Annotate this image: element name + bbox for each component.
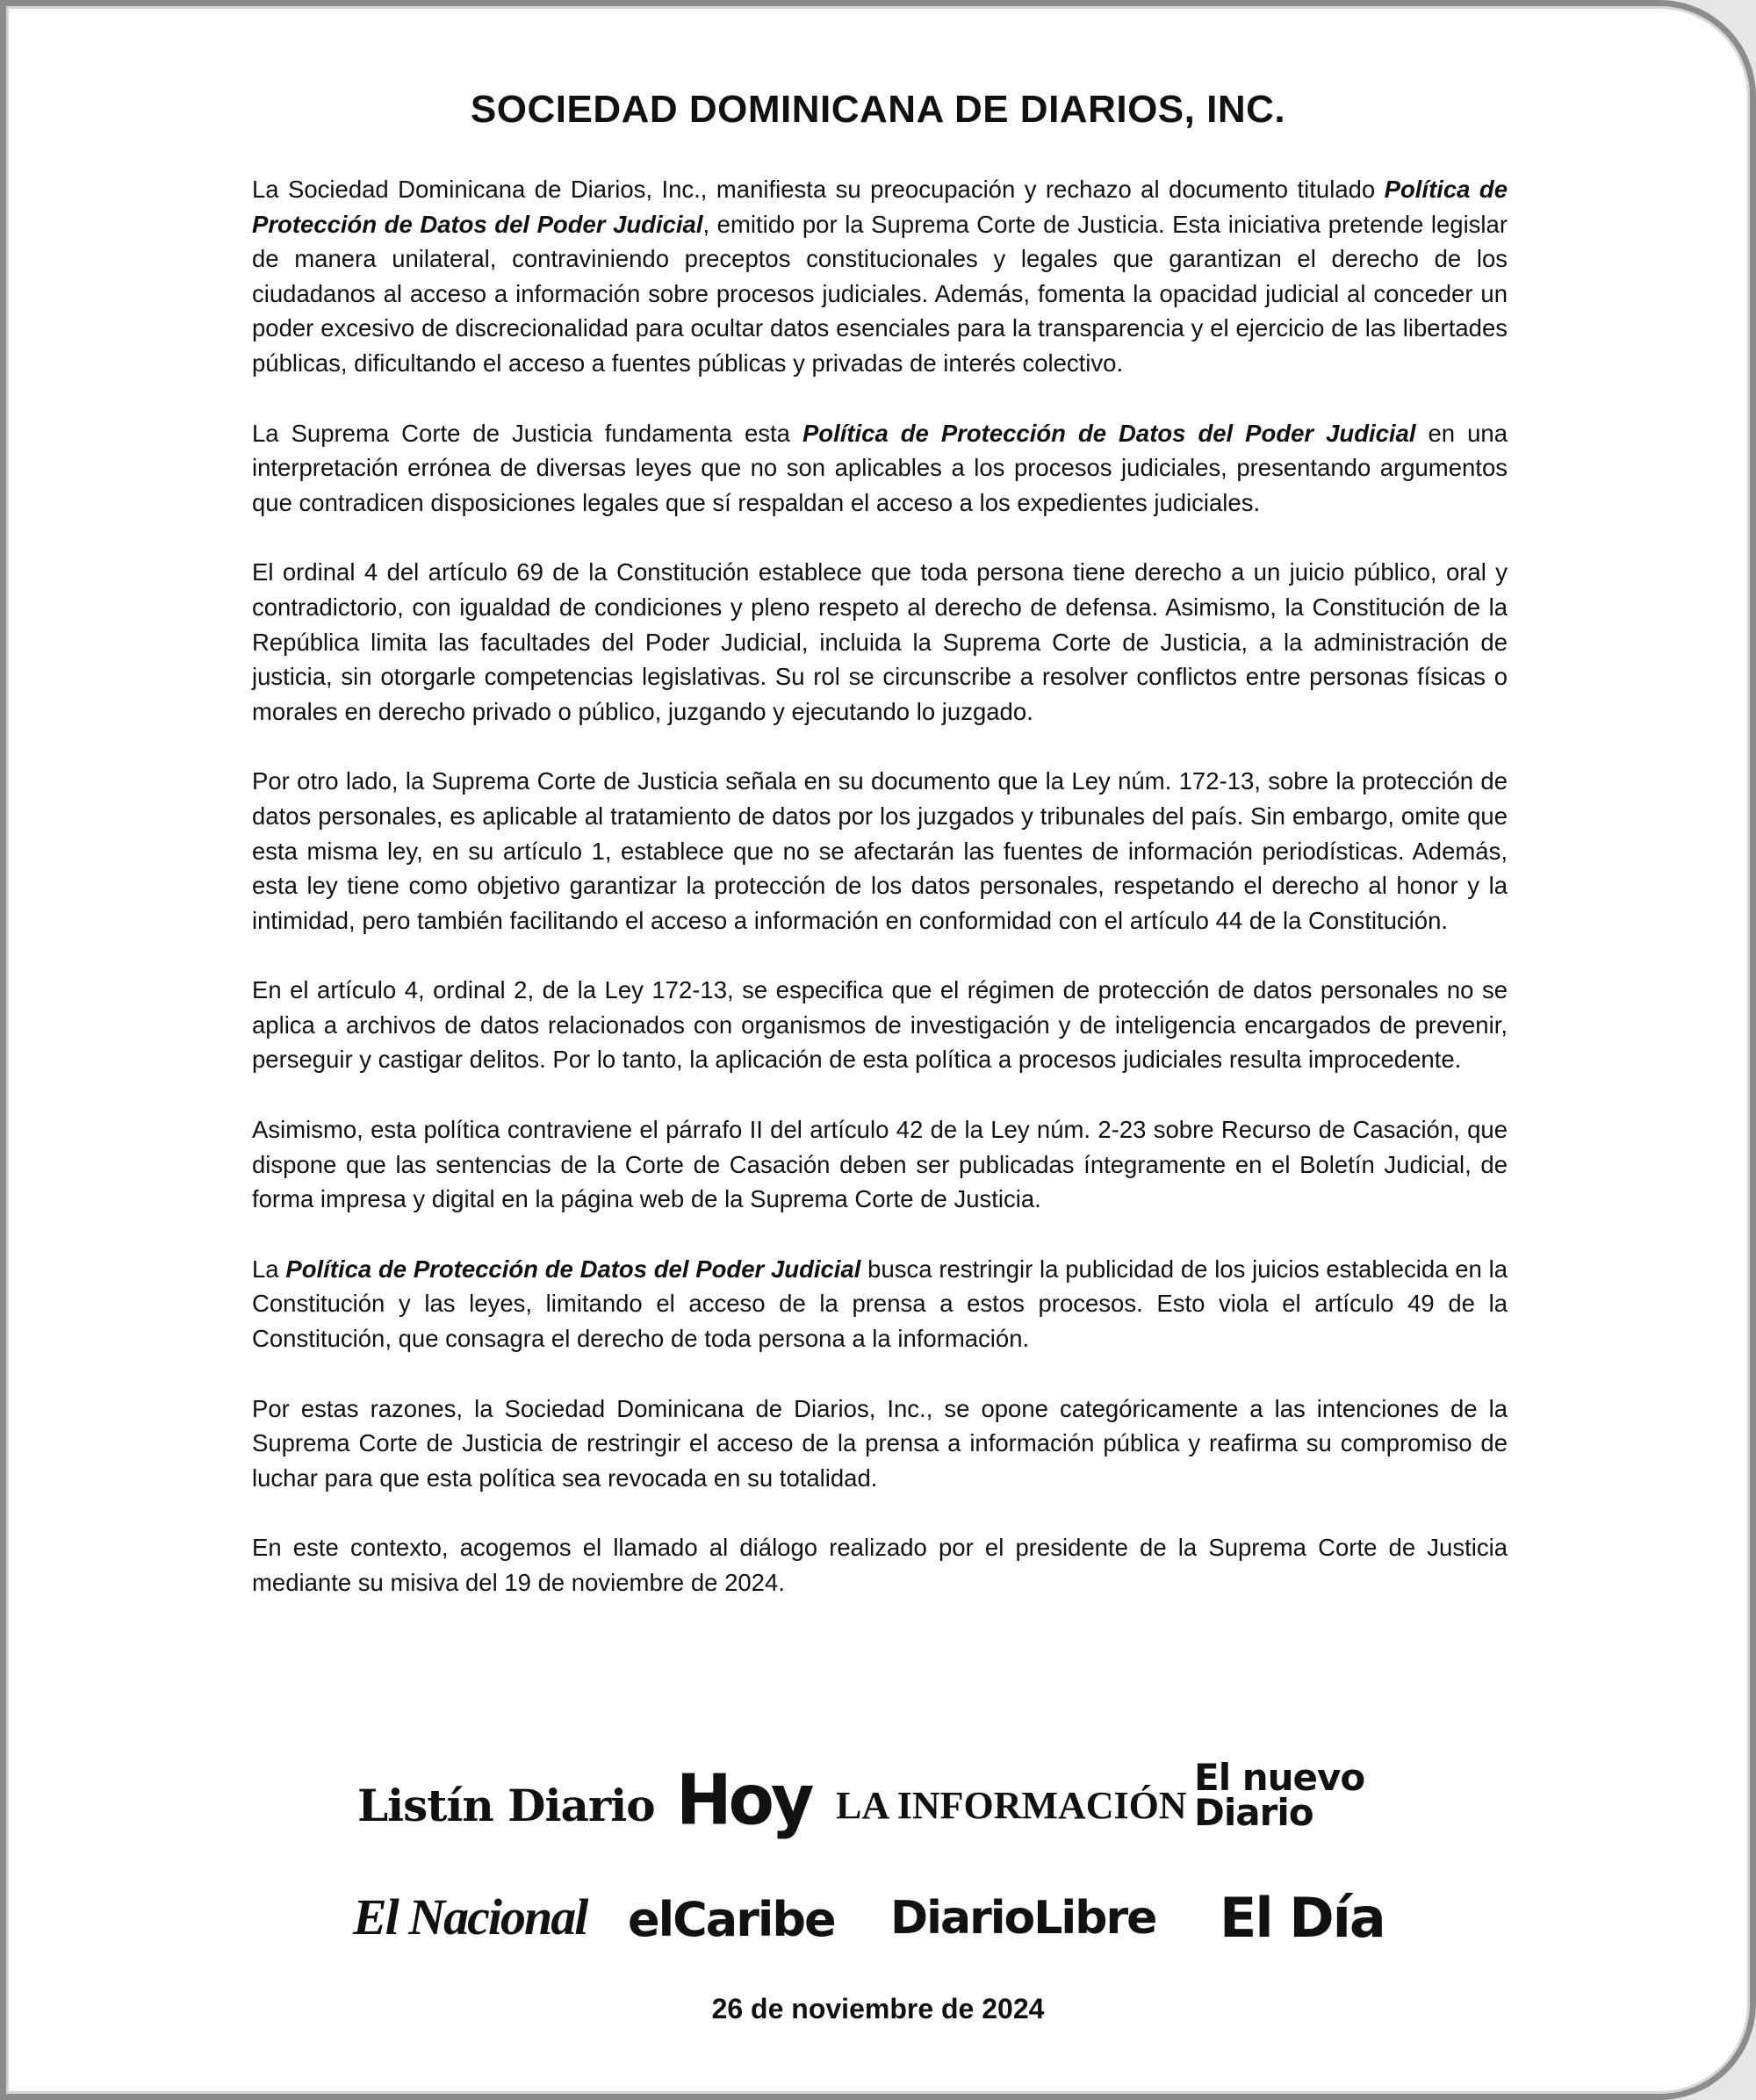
emphasized-title: Política de Protección de Datos del Poder Judicial: [285, 1255, 861, 1283]
la-informacion-logo: LA INFORMACIÓN: [836, 1784, 1187, 1827]
paragraph: [252, 416, 1508, 521]
el-nuevo-diario-logo-line2: Diario: [1194, 1791, 1313, 1834]
page-title: SOCIEDAD DOMINICANA DE DIARIOS, INC.: [470, 88, 1286, 131]
listin-diario-logo: Listín Diario: [357, 1780, 655, 1831]
el-nacional-logo: El Nacional: [353, 1888, 587, 1945]
publication-date: 26 de noviembre de 2024: [711, 1993, 1045, 2024]
paragraph: [252, 973, 1508, 1077]
paragraph: [252, 764, 1508, 938]
paragraph-text: , emitido por la Suprema Corte de Justicia. Esta iniciativa pretende legislar de manera unilateral, contraviniendo preceptos constitucionales y legales que garantizan el derecho de los ciudadanos al acceso a información sobre procesos judiciales. Además, fomenta la opacidad judicial al conceder un poder excesivo de discrecionalidad para ocultar datos esenciales para la transparencia y el ejercicio de las libertades públicas, dificultando el acceso a fuentes públicas y privadas de interés colectivo.: [252, 210, 1508, 377]
paragraph-text: Asimismo, esta política contraviene el párrafo II del artículo 42 de la Ley núm. 2-23 sobre Recurso de Casación, que dispone que las sentencias de la Corte de Casación deben ser publicadas íntegramente en el Boletín Judicial, de forma impresa y digital en la página web de la Suprema Corte de Justicia.: [252, 1116, 1508, 1213]
el-dia-logo: El Día: [1220, 1886, 1385, 1950]
paragraph-text: En el artículo 4, ordinal 2, de la Ley 172-13, se especifica que el régimen de protección de datos personales no se aplica a archivos de datos relacionados con organismos de investigación y de inteligencia encargados de prevenir, perseguir y castigar delitos. Por lo tanto, la aplicación de esta política a procesos judiciales resulta improcedente.: [252, 976, 1508, 1074]
el-caribe-logo: elCaribe: [628, 1892, 835, 1947]
paragraph: [252, 1112, 1508, 1217]
hoy-logo: Hoy: [676, 1758, 811, 1841]
emphasized-title: Política de Protección de Datos del Poder Judicial: [252, 176, 1508, 238]
document-body: [252, 172, 1508, 1636]
paragraph-text: Por estas razones, la Sociedad Dominicana de Diarios, Inc., se opone categóricamente a las intenciones de la Suprema Corte de Justicia de restringir el acceso de la prensa a información pública y reafirma su compromiso de luchar para que esta política sea revocada en su totalidad.: [252, 1394, 1508, 1492]
paragraph-text: La Sociedad Dominicana de Diarios, Inc., manifiesta su preocupación y rechazo al documento titulado: [252, 176, 1385, 203]
paragraph-text: La: [252, 1255, 286, 1283]
paragraph-text: En este contexto, acogemos el llamado al diálogo realizado por el presidente de la Suprema Corte de Justicia mediante su misiva del 19 de noviembre de 2024.: [252, 1534, 1508, 1596]
paragraph: [252, 1252, 1508, 1356]
paragraph-text: en una interpretación errónea de diversas leyes que no son aplicables a los procesos judiciales, presentando argumentos que contradicen disposiciones legales que sí respaldan el acceso a los expedientes judiciales.: [252, 419, 1508, 516]
paragraph-text: Por otro lado, la Suprema Corte de Justicia señala en su documento que la Ley núm. 172-13, sobre la protección de datos personales, es aplicable al tratamiento de datos por los juzgados y tribunales del país. Sin embargo, omite que esta misma ley, en su artículo 1, establece que no se afectarán las fuentes de información periodísticas. Además, esta ley tiene como objetivo garantizar la protección de los datos personales, respetando el derecho al honor y la intimidad, pero también facilitando el acceso a información en conformidad con el artículo 44 de la Constitución.: [252, 767, 1508, 934]
emphasized-title: Política de Protección de Datos del Poder Judicial: [802, 419, 1416, 447]
diario-libre-logo: DiarioLibre: [890, 1892, 1156, 1945]
paragraph: [252, 555, 1508, 729]
paragraph: [252, 172, 1508, 381]
paragraph-text: busca restringir la publicidad de los juicios establecida en la Constitución y las leyes, limitando el acceso de la prensa a estos procesos. Esto viola el artículo 49 de la Constitución, que consagra el derecho de toda persona a la información.: [252, 1255, 1508, 1353]
paragraph-text: La Suprema Corte de Justicia fundamenta esta: [252, 419, 802, 447]
paragraph: [252, 1530, 1508, 1600]
paragraph-text: El ordinal 4 del artículo 69 de la Constitución establece que toda persona tiene derecho a un juicio público, oral y contradictorio, con igualdad de condiciones y pleno respeto al derecho de defensa. Asimismo, la Constitución de la República limita las facultades del Poder Judicial, incluida la Suprema Corte de Justicia, a la administración de justicia, sin otorgarle competencias legislativas. Su rol se circunscribe a resolver conflictos entre personas físicas o morales en derecho privado o público, juzgando y ejecutando lo juzgado.: [252, 558, 1508, 725]
paragraph: [252, 1392, 1508, 1496]
el-nuevo-diario-logo: [1194, 1756, 1365, 1834]
el-nuevo-diario-logo-line1: El nuevo: [1194, 1756, 1365, 1799]
